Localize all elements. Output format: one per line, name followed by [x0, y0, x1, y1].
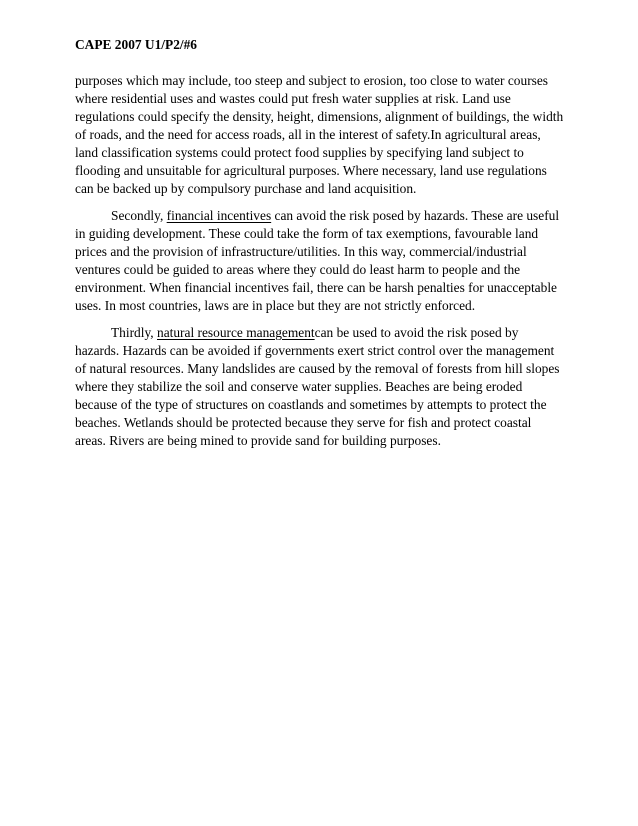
paragraph-continuation: can be used to avoid the risk posed by hazards. Hazards can be avoided if governments exert strict control over the management of natural resources. Many landslides are caused by the removal of forests from hill slopes where they stabilize the soil and conserve water supplies. Beaches are being eroded because of the type of structures on coastlands and sometimes by attempts to protect the beaches. Wetlands should be protected because they serve for fish and protect coastal areas. Rivers are being mined to provide sand for building purposes. [75, 325, 560, 448]
paragraph-lead-in: Secondly, [111, 208, 167, 223]
paragraph-financial-incentives [75, 207, 565, 315]
document-body [75, 72, 565, 459]
paragraph-lead-in: Thirdly, [111, 325, 157, 340]
paragraph-continuation: can avoid the risk posed by hazards. These are useful in guiding development. These could take the form of tax exemptions, favourable land prices and the provision of infrastructure/utilities. In this way, commercial/industrial ventures could be guided to areas where they could do least harm to people and the environment. When financial incentives fail, there can be harsh penalties for unacceptable uses. In most countries, laws are in place but they are not strictly enforced. [75, 208, 560, 313]
underlined-term-natural-resource-management: natural resource management [157, 325, 315, 340]
paragraph-natural-resource-management [75, 324, 565, 450]
paragraph-land-use: purposes which may include, too steep and subject to erosion, too close to water courses where residential uses and wastes could put fresh water supplies at risk. Land use regulations could specify the density, height, dimensions, alignment of buildings, the width of roads, and the need for access roads, all in the interest of safety.In agricultural areas, land classification systems could protect food supplies by specifying land subject to flooding and unsuitable for agricultural purposes. Where necessary, land use regulations can be backed up by compulsory purchase and land acquisition. [75, 73, 564, 196]
page-header-title: CAPE 2007 U1/P2/#6 [75, 37, 197, 52]
underlined-term-financial-incentives: financial incentives [166, 208, 272, 223]
